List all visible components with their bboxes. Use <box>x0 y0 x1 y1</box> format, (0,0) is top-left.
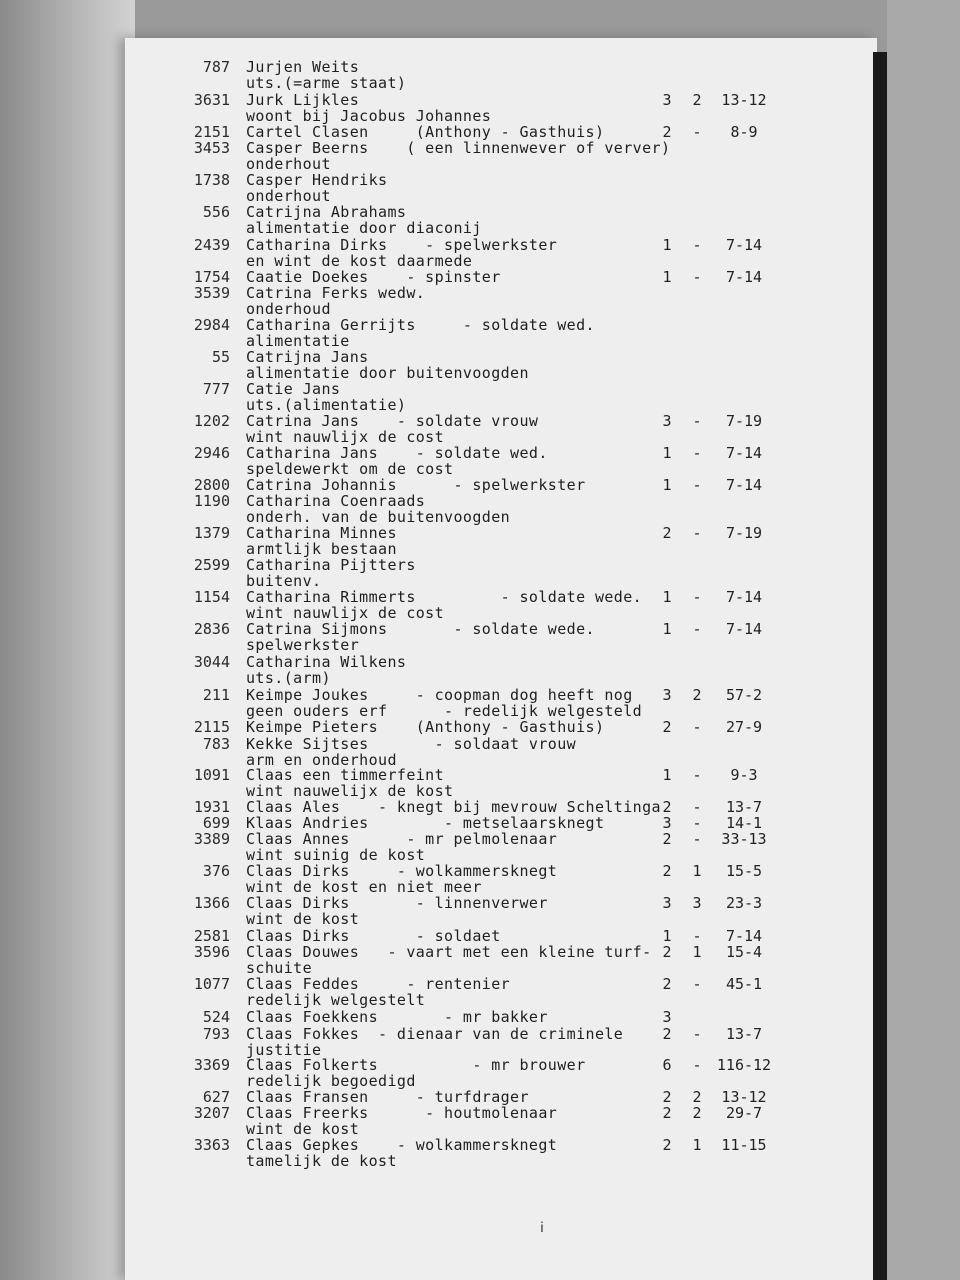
register-entry <box>0 284 960 318</box>
register-entry <box>0 1056 960 1090</box>
entry-col-2: - <box>692 798 702 816</box>
entry-note: schuite <box>246 959 313 977</box>
register-entry <box>0 91 960 125</box>
register-entry <box>0 735 960 769</box>
entry-col-3: 9-3 <box>730 766 758 784</box>
entry-col-1: 3 <box>662 814 672 832</box>
entry-note: onderh. van de buitenvoogden <box>246 508 511 526</box>
register-entry <box>0 348 960 382</box>
entry-col-2: 1 <box>692 1136 702 1154</box>
register-entry <box>0 653 960 687</box>
entry-number: 2800 <box>193 476 230 494</box>
entry-col-1: 3 <box>662 1008 672 1026</box>
entry-col-3: 13-7 <box>725 798 763 816</box>
entry-name: Catharina Coenraads <box>246 492 426 510</box>
entry-col-2: - <box>692 620 702 638</box>
entry-note: spelwerkster <box>246 636 360 654</box>
entry-number: 3363 <box>193 1136 230 1154</box>
entry-name: Claas Freerks - houtmolenaar <box>246 1104 558 1122</box>
register-entry <box>0 412 960 446</box>
entry-number: 1154 <box>193 588 230 606</box>
entry-number: 1738 <box>193 171 230 189</box>
entry-note: alimentatie door diaconij <box>246 219 482 237</box>
entry-col-1: 2 <box>662 975 672 993</box>
entry-col-2: - <box>692 766 702 784</box>
entry-note: uts.(arm) <box>246 669 331 687</box>
entry-col-1: 1 <box>662 476 672 494</box>
register-entry <box>0 58 960 92</box>
entry-col-2: - <box>692 927 702 945</box>
entry-col-1: 2 <box>662 862 672 880</box>
entry-col-1: 2 <box>662 1104 672 1122</box>
register-entry <box>0 975 960 1009</box>
entry-name: Claas Fokkes - dienaar van de criminele <box>246 1025 624 1043</box>
entry-name: Catrina Jans - soldate vrouw <box>246 412 539 430</box>
entry-col-1: 2 <box>662 1088 672 1106</box>
entry-col-3: 15-5 <box>725 862 763 880</box>
entry-name: Catharina Minnes <box>246 524 397 542</box>
pencil-mark: ⅰ <box>540 1220 544 1236</box>
entry-col-3: 7-14 <box>725 588 763 606</box>
entry-number: 1754 <box>193 268 230 286</box>
register-entry <box>0 380 960 414</box>
entry-note: wint nauwlijx de cost <box>246 428 445 446</box>
entry-col-3: 7-14 <box>725 236 763 254</box>
entry-col-1: 1 <box>662 766 672 784</box>
entry-name: Claas Fransen - turfdrager <box>246 1088 529 1106</box>
entry-col-1: 1 <box>662 236 672 254</box>
entry-name: Catharina Jans - soldate wed. <box>246 444 548 462</box>
entry-col-2: 2 <box>692 686 702 704</box>
entry-col-3: 57-2 <box>725 686 763 704</box>
register-entry <box>0 316 960 350</box>
entry-col-1: 2 <box>662 830 672 848</box>
entry-name: Catrina Ferks wedw. <box>246 284 426 302</box>
entry-name: Caatie Doekes - spinster <box>246 268 501 286</box>
entry-col-2: 3 <box>692 894 702 912</box>
entry-note: uts.(=arme staat) <box>246 74 407 92</box>
entry-name: Catie Jans <box>246 380 341 398</box>
entry-col-2: - <box>692 1025 702 1043</box>
entry-col-1: 2 <box>662 718 672 736</box>
entry-col-2: - <box>692 123 702 141</box>
entry-col-3: 7-14 <box>725 927 763 945</box>
entry-note: onderhout <box>246 155 331 173</box>
entry-note: wint suinig de kost <box>246 846 426 864</box>
entry-note: tamelijk de kost <box>246 1152 397 1170</box>
register-entry <box>0 492 960 526</box>
entry-col-1: 2 <box>662 798 672 816</box>
entry-name: Claas Folkerts - mr brouwer <box>246 1056 586 1074</box>
entry-number: 3044 <box>193 653 230 671</box>
entry-col-3: 23-3 <box>725 894 763 912</box>
entry-number: 777 <box>202 380 230 398</box>
entry-number: 2581 <box>193 927 230 945</box>
entry-name: Catrina Johannis - spelwerkster <box>246 476 586 494</box>
entry-note: wint nauwelijx de kost <box>246 782 454 800</box>
entry-col-3: 7-19 <box>725 412 763 430</box>
entry-name: Claas Foekkens - mr bakker <box>246 1008 548 1026</box>
entry-name: Cartel Clasen (Anthony - Gasthuis) <box>246 123 605 141</box>
entry-col-1: 3 <box>662 894 672 912</box>
entry-col-3: 7-14 <box>725 476 763 494</box>
entry-col-2: - <box>692 444 702 462</box>
entry-col-2: - <box>692 814 702 832</box>
entry-note: wint de kost <box>246 1120 360 1138</box>
entry-note: geen ouders erf - redelijk welgesteld <box>246 702 643 720</box>
register-entry <box>0 1136 960 1170</box>
entry-col-1: 1 <box>662 588 672 606</box>
entry-name: Casper Beerns ( een linnenwever of verver) <box>246 139 671 157</box>
entry-number: 783 <box>202 735 230 753</box>
entry-name: Claas Annes - mr pelmolenaar <box>246 830 558 848</box>
entry-name: Kekke Sijtses - soldaat vrouw <box>246 735 577 753</box>
entry-col-1: 3 <box>662 686 672 704</box>
entry-note: alimentatie door buitenvoogden <box>246 364 529 382</box>
entry-note: onderhoud <box>246 300 331 318</box>
entry-number: 3631 <box>193 91 230 109</box>
entry-number: 627 <box>202 1088 230 1106</box>
entry-name: Claas Dirks - wolkammersknegt <box>246 862 558 880</box>
entry-name: Claas Feddes - rentenier <box>246 975 511 993</box>
entry-col-3: 13-12 <box>721 91 767 109</box>
entry-number: 3596 <box>193 943 230 961</box>
entry-col-2: - <box>692 1056 702 1074</box>
register-entry <box>0 943 960 977</box>
entry-note: redelijk welgestelt <box>246 991 426 1009</box>
entry-name: Catharina Rimmerts - soldate wede. <box>246 588 643 606</box>
entry-col-1: 2 <box>662 123 672 141</box>
entry-col-3: 15-4 <box>725 943 763 961</box>
entry-number: 1091 <box>193 766 230 784</box>
entry-col-3: 33-13 <box>721 830 767 848</box>
register-entry <box>0 524 960 558</box>
entry-number: 376 <box>202 862 230 880</box>
entry-number: 556 <box>202 203 230 221</box>
entry-note: justitie <box>246 1041 322 1059</box>
entry-col-2: - <box>692 236 702 254</box>
entry-name: Catharina Dirks - spelwerkster <box>246 236 558 254</box>
entry-col-2: - <box>692 412 702 430</box>
entry-note: onderhout <box>246 187 331 205</box>
entry-number: 787 <box>202 58 230 76</box>
register-entry <box>0 830 960 864</box>
entry-col-3: 7-19 <box>725 524 763 542</box>
entry-col-1: 1 <box>662 927 672 945</box>
entry-col-1: 1 <box>662 268 672 286</box>
entry-col-2: - <box>692 476 702 494</box>
entry-col-2: - <box>692 268 702 286</box>
entry-number: 699 <box>202 814 230 832</box>
entry-number: 2984 <box>193 316 230 334</box>
entry-name: Claas een timmerfeint <box>246 766 445 784</box>
entry-number: 1077 <box>193 975 230 993</box>
entry-col-3: 7-14 <box>725 444 763 462</box>
entry-name: Jurjen Weits <box>246 58 360 76</box>
entry-number: 3207 <box>193 1104 230 1122</box>
entry-col-3: 13-12 <box>721 1088 767 1106</box>
entry-col-3: 14-1 <box>725 814 763 832</box>
entry-number: 3539 <box>193 284 230 302</box>
entry-col-2: - <box>692 524 702 542</box>
entry-number: 1931 <box>193 798 230 816</box>
entry-col-1: 6 <box>662 1056 672 1074</box>
register-entry <box>0 686 960 720</box>
entry-number: 3389 <box>193 830 230 848</box>
entry-col-2: - <box>692 830 702 848</box>
entry-number: 1190 <box>193 492 230 510</box>
entry-number: 2946 <box>193 444 230 462</box>
entry-name: Catrijna Abrahams <box>246 203 407 221</box>
entry-col-3: 7-14 <box>725 268 763 286</box>
register-entry <box>0 556 960 590</box>
entry-col-1: 3 <box>662 91 672 109</box>
entry-number: 2836 <box>193 620 230 638</box>
entry-col-2: 2 <box>692 91 702 109</box>
entry-name: Klaas Andries - metselaarsknegt <box>246 814 605 832</box>
entry-name: Catharina Wilkens <box>246 653 407 671</box>
entry-name: Claas Gepkes - wolkammersknegt <box>246 1136 558 1154</box>
entry-number: 2151 <box>193 123 230 141</box>
entry-number: 793 <box>202 1025 230 1043</box>
entry-col-3: 45-1 <box>725 975 763 993</box>
entry-number: 2439 <box>193 236 230 254</box>
register-entry <box>0 236 960 270</box>
entry-number: 2599 <box>193 556 230 574</box>
entry-name: Keimpe Pieters (Anthony - Gasthuis) <box>246 718 605 736</box>
entry-name: Claas Douwes - vaart met een kleine turf- <box>246 943 652 961</box>
entry-col-3: 27-9 <box>725 718 763 736</box>
entry-name: Keimpe Joukes - coopman dog heeft nog <box>246 686 633 704</box>
entry-col-1: 1 <box>662 444 672 462</box>
entry-col-1: 1 <box>662 620 672 638</box>
register-entry <box>0 620 960 654</box>
register-entry <box>0 203 960 237</box>
register-entry <box>0 894 960 928</box>
entry-col-1: 2 <box>662 1136 672 1154</box>
entry-note: arm en onderhoud <box>246 751 397 769</box>
entry-note: en wint de kost daarmede <box>246 252 473 270</box>
entry-name: Jurk Lijkles <box>246 91 360 109</box>
entry-col-2: - <box>692 718 702 736</box>
entry-number: 211 <box>202 686 230 704</box>
entry-col-2: - <box>692 588 702 606</box>
entry-name: Claas Dirks - linnenverwer <box>246 894 548 912</box>
entry-name: Catharina Pijtters <box>246 556 416 574</box>
entry-note: armtlijk bestaan <box>246 540 397 558</box>
entry-col-2: 1 <box>692 862 702 880</box>
register-entry <box>0 766 960 800</box>
entry-col-3: 8-9 <box>730 123 758 141</box>
entry-number: 2115 <box>193 718 230 736</box>
entry-note: alimentatie <box>246 332 350 350</box>
entry-name: Casper Hendriks <box>246 171 388 189</box>
register-entry <box>0 1025 960 1059</box>
entry-note: wint nauwlijx de cost <box>246 604 445 622</box>
entry-name: Catharina Gerrijts - soldate wed. <box>246 316 595 334</box>
register-entry <box>0 1104 960 1138</box>
entry-number: 524 <box>202 1008 230 1026</box>
entry-note: uts.(alimentatie) <box>246 396 407 414</box>
entry-col-3: 7-14 <box>725 620 763 638</box>
entry-name: Catrina Sijmons - soldate wede. <box>246 620 595 638</box>
entry-number: 1366 <box>193 894 230 912</box>
entry-name: Catrijna Jans <box>246 348 369 366</box>
entry-col-3: 11-15 <box>721 1136 767 1154</box>
entry-note: speldewerkt om de cost <box>246 460 454 478</box>
entry-number: 55 <box>211 348 230 366</box>
entry-col-2: - <box>692 975 702 993</box>
entry-name: Claas Dirks - soldaet <box>246 927 501 945</box>
entry-note: wint de kost <box>246 910 360 928</box>
register-entry <box>0 139 960 173</box>
entry-note: woont bij Jacobus Johannes <box>246 107 492 125</box>
entry-number: 3369 <box>193 1056 230 1074</box>
entry-note: redelijk begoedigd <box>246 1072 416 1090</box>
entry-note: wint de kost en niet meer <box>246 878 482 896</box>
register-entry <box>0 862 960 896</box>
register-entry <box>0 588 960 622</box>
register-entry <box>0 444 960 478</box>
entry-col-2: 2 <box>692 1088 702 1106</box>
entry-col-3: 116-12 <box>716 1056 772 1074</box>
entry-col-1: 2 <box>662 1025 672 1043</box>
entry-number: 1202 <box>193 412 230 430</box>
entry-number: 1379 <box>193 524 230 542</box>
entry-col-3: 29-7 <box>725 1104 763 1122</box>
entry-col-2: 1 <box>692 943 702 961</box>
entry-col-3: 13-7 <box>725 1025 763 1043</box>
entry-name: Claas Ales - knegt bij mevrouw Scheltinga <box>246 798 661 816</box>
entry-note: buitenv. <box>246 572 322 590</box>
entry-col-1: 3 <box>662 412 672 430</box>
entry-number: 3453 <box>193 139 230 157</box>
entry-col-1: 2 <box>662 943 672 961</box>
entry-col-1: 2 <box>662 524 672 542</box>
register-entry <box>0 171 960 205</box>
entry-col-2: 2 <box>692 1104 702 1122</box>
